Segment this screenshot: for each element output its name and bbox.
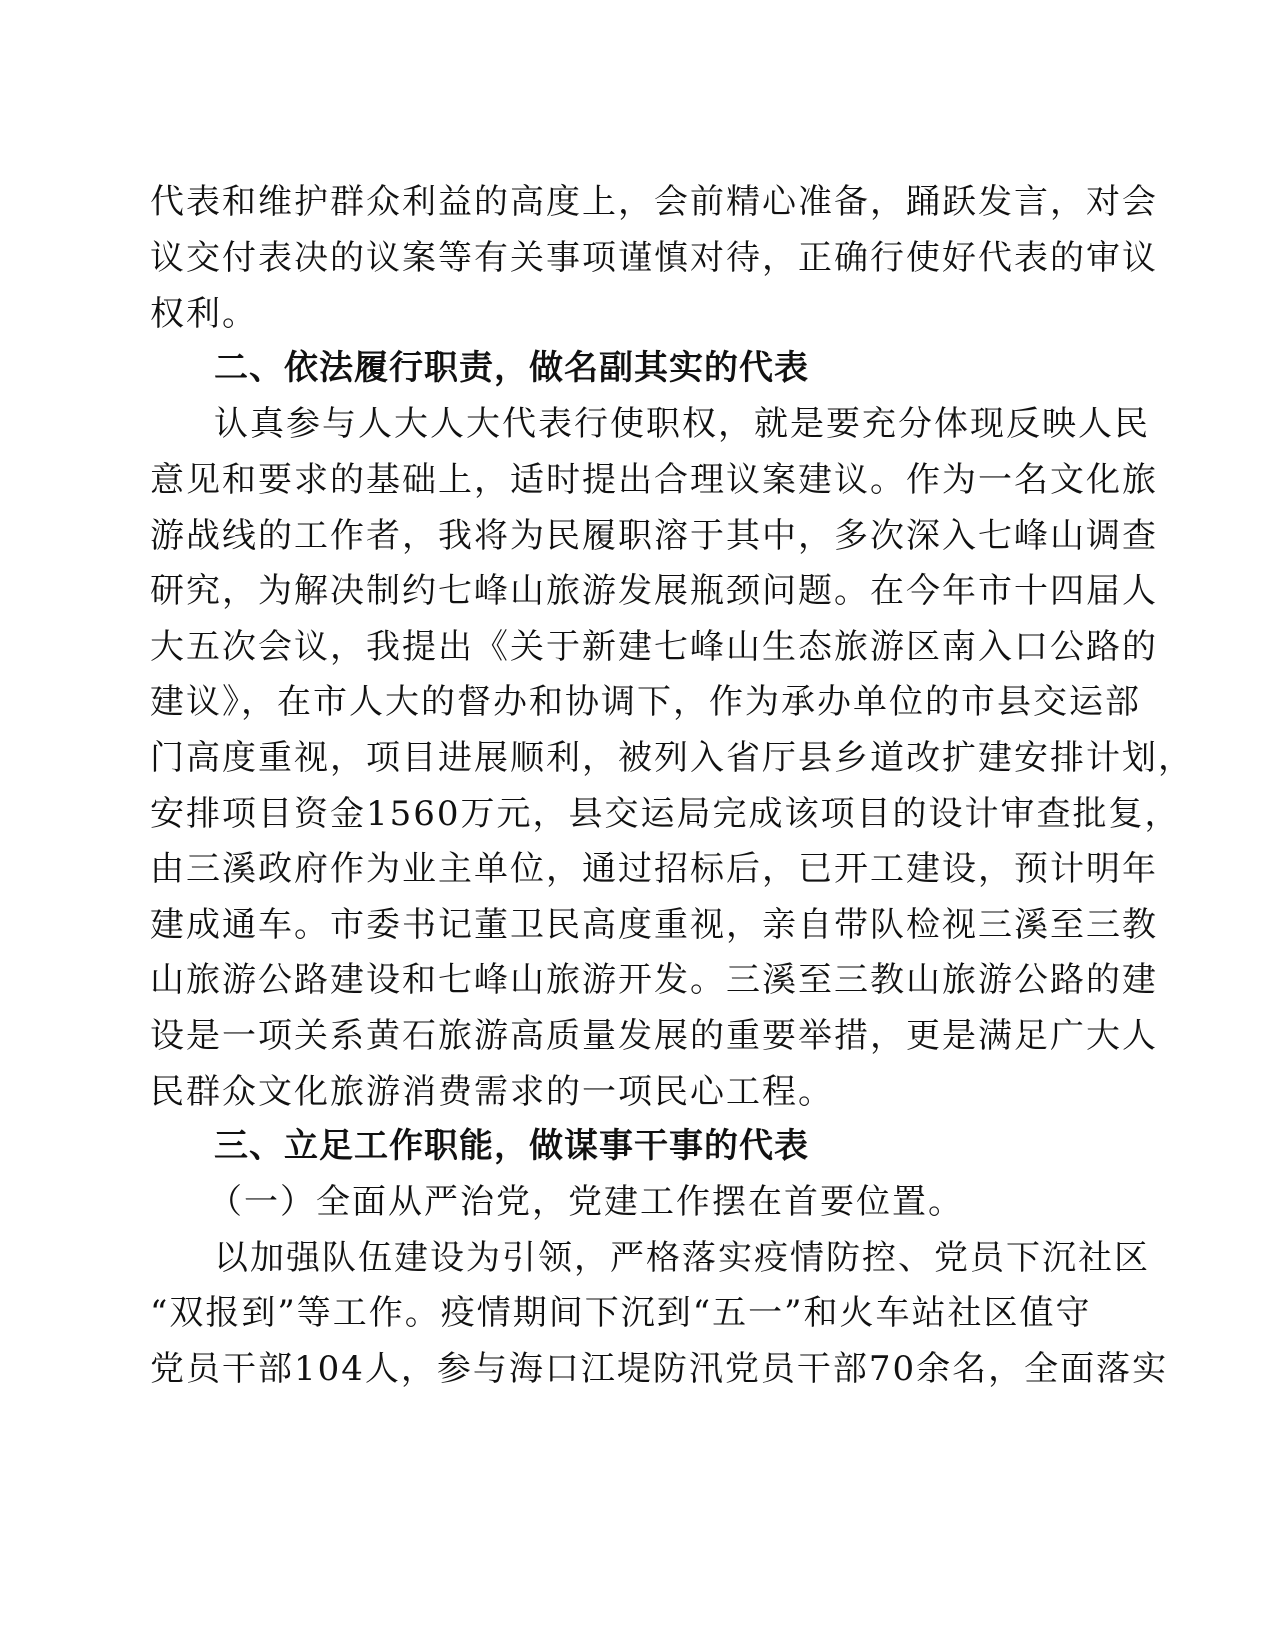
text-line: 认真参与人大人大代表行使职权，就是要充分体现反映人民 [214,404,1150,444]
text-line: 门高度重视，项目进展顺利，被列入省厅县乡道改扩建安排计划， [150,738,1194,778]
text-line: 建议》，在市人大的督办和协调下，作为承办单位的市县交运部 [150,682,1141,722]
text-line: 权利。 [150,294,258,334]
text-line: 大五次会议，我提出《关于新建七峰山生态旅游区南入口公路的 [150,627,1158,667]
text-line: 由三溪政府作为业主单位，通过招标后，已开工建设，预计明年 [150,849,1158,889]
text-line: 设是一项关系黄石旅游高质量发展的重要举措，更是满足广大人 [150,1016,1158,1056]
subsection-heading: （一）全面从严治党，党建工作摆在首要位置。 [208,1182,964,1222]
text-line: “双报到”等工作。疫情期间下沉到“五一”和火车站社区值守 [150,1293,1092,1333]
text-line: 代表和维护群众利益的高度上，会前精心准备，踊跃发言，对会 [150,182,1158,222]
text-line: 山旅游公路建设和七峰山旅游开发。三溪至三教山旅游公路的建 [150,960,1158,1000]
text-line: 建成通车。市委书记董卫民高度重视，亲自带队检视三溪至三教 [150,905,1158,945]
text-line: 党员干部104人，参与海口江堤防汛党员干部70余名，全面落实 [150,1349,1169,1389]
text-line: 安排项目资金1560万元，县交运局完成该项目的设计审查批复， [150,794,1181,834]
text-line: 议交付表决的议案等有关事项谨慎对待，正确行使好代表的审议 [150,238,1158,278]
text-line: 以加强队伍建设为引领，严格落实疫情防控、党员下沉社区 [214,1238,1150,1278]
text-line: 意见和要求的基础上，适时提出合理议案建议。作为一名文化旅 [150,460,1158,500]
text-line: 游战线的工作者，我将为民履职溶于其中，多次深入七峰山调查 [150,516,1158,556]
text-line: 民群众文化旅游消费需求的一项民心工程。 [150,1072,834,1112]
section-heading: 三、立足工作职能，做谋事干事的代表 [214,1126,809,1166]
text-line: 研究，为解决制约七峰山旅游发展瓶颈问题。在今年市十四届人 [150,571,1158,611]
section-heading: 二、依法履行职责，做名副其实的代表 [214,348,809,388]
